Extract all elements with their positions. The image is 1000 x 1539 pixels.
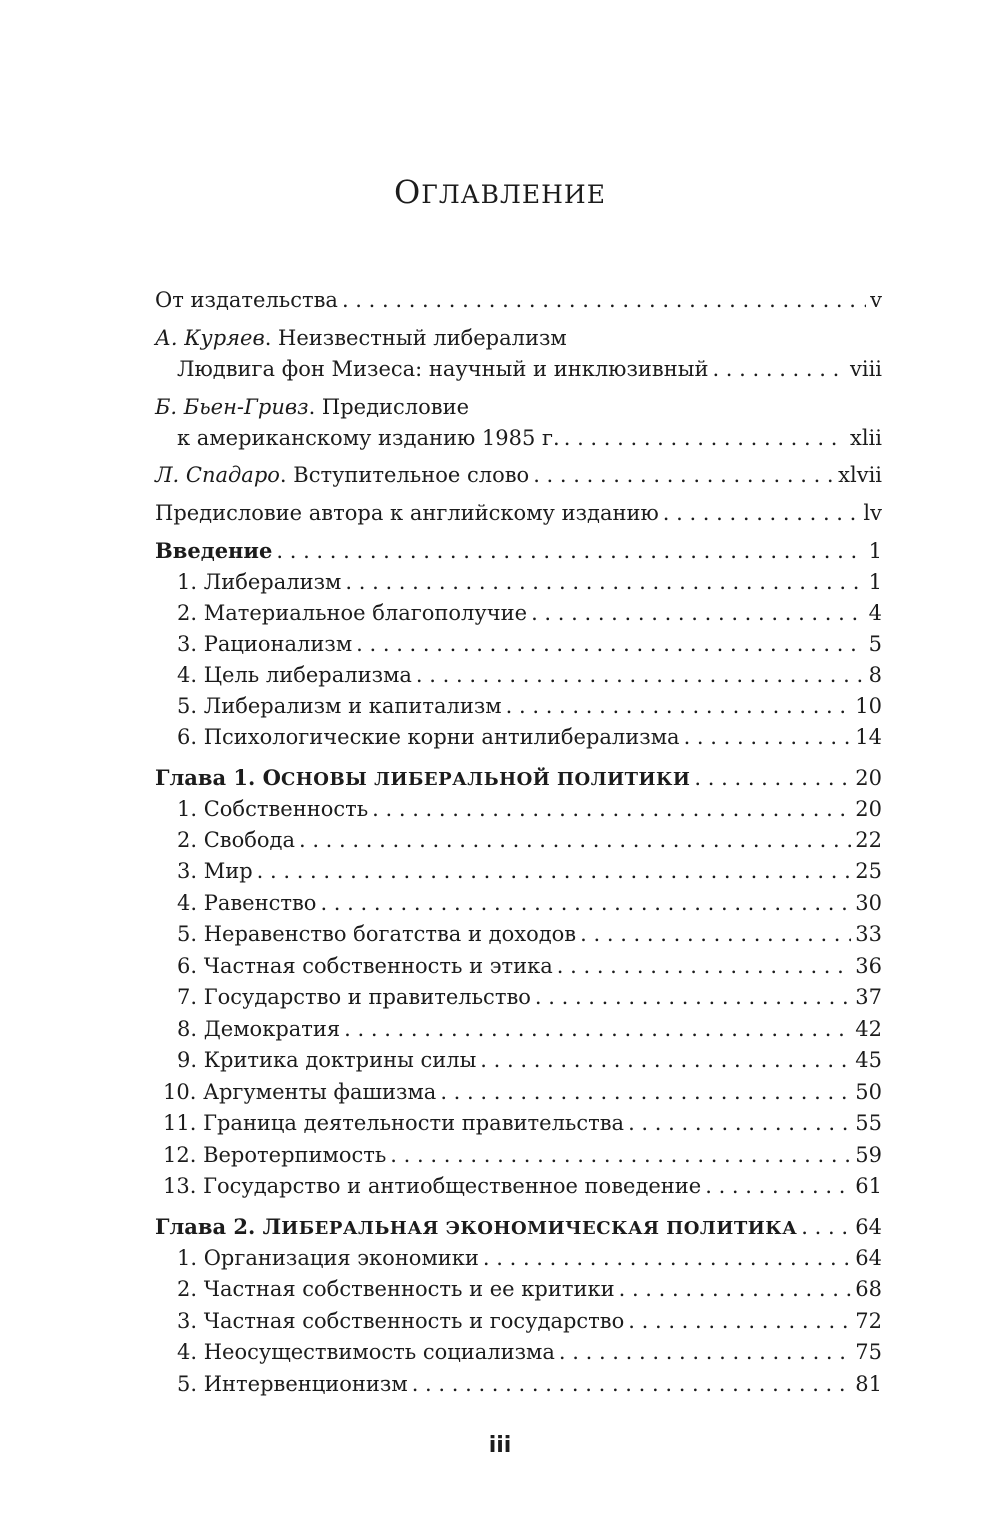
- dot-leader: [416, 659, 865, 691]
- toc-item[interactable]: 2. Материальное благополучие . . . 4: [155, 597, 882, 629]
- toc-item[interactable]: 4. Цель либерализма . . . 8: [155, 659, 882, 691]
- toc-item[interactable]: 12. Веротерпимость . . . 59: [155, 1139, 882, 1171]
- toc-item[interactable]: 6. Частная собственность и этика . . . 36: [155, 950, 882, 982]
- toc-item[interactable]: 13. Государство и антиобщественное поведение . . . 61: [155, 1170, 882, 1202]
- toc-item[interactable]: 5. Либерализм и капитализм . . . 10: [155, 690, 882, 722]
- dot-leader: [356, 628, 864, 660]
- toc-entry-bien-greaves[interactable]: к американскому изданию 1985 г. . . . xlii: [155, 422, 882, 454]
- dot-leader: [276, 535, 864, 567]
- toc-entry-bien-greaves-line1[interactable]: Б. Бьен-Гривз. Предисловие: [155, 395, 470, 419]
- page-number: iii: [488, 1433, 512, 1458]
- dot-leader: [342, 284, 866, 316]
- dot-leader: [412, 1368, 852, 1400]
- dot-leader: [557, 950, 851, 982]
- dot-leader: [580, 918, 851, 950]
- dot-leader: [506, 690, 852, 722]
- dot-leader: [535, 981, 851, 1013]
- dot-leader: [619, 1273, 852, 1305]
- toc-item[interactable]: 2. Свобода . . . 22: [155, 824, 882, 856]
- toc-item[interactable]: 10. Аргументы фашизма . . . 50: [155, 1076, 882, 1108]
- dot-leader: [440, 1076, 851, 1108]
- toc-chapter-introduction[interactable]: Введение . . . 1: [155, 535, 882, 567]
- toc-entry-publisher[interactable]: От издательства . . . v: [155, 284, 882, 316]
- toc-item[interactable]: 8. Демократия . . . 42: [155, 1013, 882, 1045]
- dot-leader: [705, 1170, 851, 1202]
- dot-leader: [344, 1013, 851, 1045]
- toc-item[interactable]: 3. Рационализм . . . 5: [155, 628, 882, 660]
- dot-leader: [483, 1242, 851, 1274]
- toc-item[interactable]: 1. Организация экономики . . . 64: [155, 1242, 882, 1274]
- toc-entry-kuryaev[interactable]: Людвига фон Мизеса: научный и инклюзивный . . . viii: [155, 353, 882, 385]
- toc-item[interactable]: 4. Равенство . . . 30: [155, 887, 882, 919]
- toc-chapter-1[interactable]: Глава 1. ОСНОВЫ ЛИБЕРАЛЬНОЙ ПОЛИТИКИ . . . 20: [155, 762, 882, 794]
- dot-leader: [694, 762, 851, 794]
- dot-leader: [801, 1211, 851, 1243]
- dot-leader: [257, 855, 852, 887]
- toc-entry-kuryaev-line1[interactable]: А. Куряев. Неизвестный либерализм: [155, 326, 567, 350]
- dot-leader: [684, 721, 852, 753]
- toc-item[interactable]: 2. Частная собственность и ее критики . . . 68: [155, 1273, 882, 1305]
- dot-leader: [390, 1139, 851, 1171]
- page-title: ОГЛАВЛЕНИЕ: [394, 173, 606, 211]
- dot-leader: [564, 422, 846, 454]
- dot-leader: [663, 497, 860, 529]
- toc-item[interactable]: 5. Неравенство богатства и доходов . . . 33: [155, 918, 882, 950]
- dot-leader: [480, 1044, 851, 1076]
- toc-item[interactable]: 7. Государство и правительство . . . 37: [155, 981, 882, 1013]
- dot-leader: [299, 824, 851, 856]
- toc-item[interactable]: 3. Частная собственность и государство . . . 72: [155, 1305, 882, 1337]
- toc-item[interactable]: 11. Граница деятельности правительства . . . 55: [155, 1107, 882, 1139]
- toc-item[interactable]: 5. Интервенционизм . . . 81: [155, 1368, 882, 1400]
- toc-item[interactable]: 3. Мир . . . 25: [155, 855, 882, 887]
- toc-entry-spadaro[interactable]: Л. Спадаро. Вступительное слово . . . xlvii: [155, 459, 882, 491]
- dot-leader: [628, 1305, 851, 1337]
- dot-leader: [628, 1107, 851, 1139]
- toc-item[interactable]: 1. Либерализм . . . 1: [155, 566, 882, 598]
- toc-item[interactable]: 4. Неосуществимость социализма . . . 75: [155, 1336, 882, 1368]
- dot-leader: [345, 566, 864, 598]
- dot-leader: [531, 597, 865, 629]
- dot-leader: [559, 1336, 851, 1368]
- toc-item[interactable]: 9. Критика доктрины силы . . . 45: [155, 1044, 882, 1076]
- dot-leader: [533, 459, 834, 491]
- dot-leader: [372, 793, 851, 825]
- toc-item[interactable]: 6. Психологические корни антилиберализма . . . 14: [155, 721, 882, 753]
- toc-item[interactable]: 1. Собственность . . . 20: [155, 793, 882, 825]
- toc-chapter-2[interactable]: Глава 2. ЛИБЕРАЛЬНАЯ ЭКОНОМИЧЕСКАЯ ПОЛИТИКА . . . 64: [155, 1211, 882, 1243]
- dot-leader: [712, 353, 846, 385]
- dot-leader: [320, 887, 851, 919]
- toc-entry-author-preface[interactable]: Предисловие автора к английскому изданию . . . lv: [155, 497, 882, 529]
